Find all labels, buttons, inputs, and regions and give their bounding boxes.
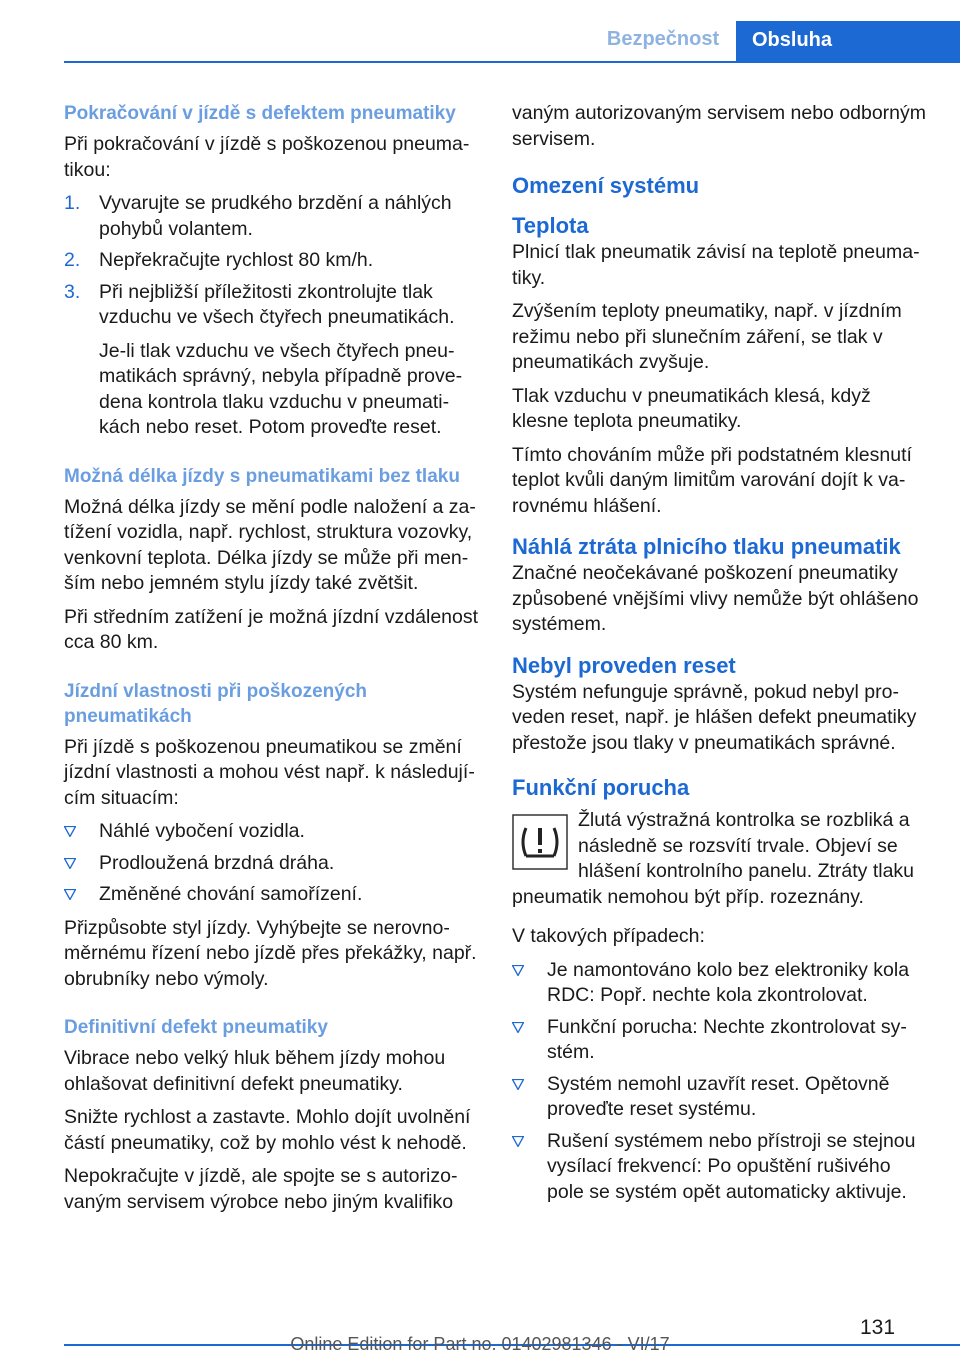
warning-block — [512, 808, 930, 910]
paragraph: Přizpůsobte styl jízdy. Vyhýbejte se nerovnoměrnému řízení nebo jízdě přes překážky, např. obrubníky nebo výmoly. — [64, 916, 477, 990]
paragraph: V takových případech: — [512, 925, 705, 947]
tab-bezpecnost[interactable]: Bezpečnost — [606, 28, 720, 50]
heading-pokracovani: Pokračování v jízdě s defektem pneumatiky — [64, 103, 456, 124]
list-item-text: Prodloužená brzdná dráha. — [99, 851, 335, 874]
paragraph: Zvýšením teploty pneumatiky, např. v jízdním režimu nebo při slunečním záření, se tlak v pneumatikách zvyšuje. — [512, 300, 902, 373]
paragraph: Při pokračování v jízdě s poškozenou pneumatikou: — [64, 133, 470, 181]
footer-edition: Online Edition for Part no. 01402981346 - VI/17 — [290, 1334, 670, 1354]
list-item-text: Nepřekračujte rychlost 80 km/h. — [99, 249, 374, 271]
tire-pressure-warning-icon — [512, 814, 568, 870]
paragraph: Vibrace nebo velký hluk během jízdy mohou ohlašovat definitivní defekt pneumatiky. — [64, 1047, 446, 1095]
list-item-text: Je namontováno kolo bez elektroniky kola RDC: Popř. nechte kola zkontrolovat. — [547, 958, 910, 1006]
list-item — [64, 851, 479, 877]
triangle-bullet-icon — [512, 1079, 524, 1090]
numbered-list — [64, 191, 479, 331]
triangle-bullet-icon — [64, 858, 76, 869]
list-item-text: Vyvarujte se prudkého brzdění a náhlých pohybů volantem. — [99, 192, 452, 240]
paragraph: Nepokračujte v jízdě, ale spojte se s autorizovaným servisem výrobce nebo jiným kvalifiko — [64, 1165, 458, 1213]
triangle-bullet-icon — [512, 1022, 524, 1033]
paragraph: Snižte rychlost a zastavte. Mohlo dojít uvolnění částí pneumatiky, což by mohlo vést k nehodě. — [64, 1106, 471, 1154]
list-item — [64, 280, 479, 331]
paragraph: Značné neočekávané poškození pneumatiky způsobené vnějšími vlivy nemůže být ohlášeno systémem. — [512, 562, 919, 635]
heading-porucha: Funkční porucha — [512, 775, 690, 800]
list-item — [512, 958, 930, 1009]
paragraph: vaným autorizovaným servisem nebo odborným servisem. — [512, 102, 927, 150]
heading-omezeni: Omezení systému — [512, 173, 700, 198]
list-item — [512, 1072, 930, 1123]
list-item — [64, 882, 479, 908]
triangle-bullet-icon — [512, 1136, 524, 1147]
heading-teplota: Teplota — [512, 213, 589, 238]
paragraph: Při středním zatížení je možná jízdní vzdálenost cca 80 km. — [64, 605, 479, 653]
paragraph: Plnicí tlak pneumatik závisí na teplotě pneumatiky. — [512, 241, 920, 289]
left-column — [64, 101, 479, 1223]
tab-obsluha[interactable]: Obsluha — [736, 21, 960, 62]
header-rule — [64, 61, 960, 63]
right-column — [512, 101, 930, 1213]
heading-delka: Možná délka jízdy s pneumatikami bez tlaku — [64, 465, 460, 487]
triangle-bullet-icon — [64, 826, 76, 837]
page-number: 131 — [860, 1316, 896, 1339]
list-item — [64, 248, 479, 274]
paragraph: Tlak vzduchu v pneumatikách klesá, když klesne teplota pneumatiky. — [512, 384, 871, 432]
list-item-text: Při nejbližší příležitosti zkontrolujte tlak vzduchu ve všech čtyřech pneumatikách. — [99, 280, 455, 328]
list-item-text: Změněné chování samořízení. — [99, 883, 363, 905]
bullet-list — [512, 958, 930, 1206]
page-header — [0, 0, 960, 62]
heading-reset: Nebyl proveden reset — [512, 652, 736, 678]
list-item — [512, 1129, 930, 1206]
list-item — [512, 1015, 930, 1066]
list-item-text: Náhlé vybočení vozidla. — [99, 820, 305, 842]
paragraph: Při jízdě s poškozenou pneumatikou se změní jízdní vlastnosti a mohou vést např. k následujícím situacím: — [64, 735, 475, 809]
list-item — [64, 819, 479, 845]
paragraph: Systém nefunguje správně, pokud nebyl proveden reset, např. je hlášen defekt pneumatiky přestože jsou tlaky v pneumatikách správné. — [512, 680, 917, 754]
heading-nahla: Náhlá ztráta plnicího tlaku pneumatik — [512, 534, 901, 559]
heading-vlastnosti: Jízdní vlastnosti při poškozených pneumatikách — [64, 680, 368, 727]
list-number: 2. — [64, 249, 81, 271]
list-item-text: Rušení systémem nebo přístroji se stejnou vysílací frekvencí: Po opuštění rušivého pole se systém opět automaticky aktivuje. — [547, 1129, 916, 1203]
list-sub-paragraph: Je-li tlak vzduchu ve všech čtyřech pneumatikách správný, nebyla případně provedena kontrola tlaku vzduchu v pneumatikách nebo reset. Potom proveďte reset. — [99, 339, 463, 438]
list-number: 1. — [64, 192, 81, 214]
bullet-list — [64, 819, 479, 908]
triangle-bullet-icon — [64, 889, 76, 900]
paragraph: Možná délka jízdy se mění podle naložení a zatížení vozidla, např. rychlost, struktura vozovky, venkovní teplota. Délka jízdy se může při menším nebo jemném stylu jízdy také zvětšit. — [64, 495, 476, 594]
list-item — [64, 191, 479, 242]
list-item-text: Funkční porucha: Nechte zkontrolovat systém. — [547, 1015, 907, 1063]
paragraph: Tímto chováním může při podstatném klesnutí teplot kvůli daným limitům varování dojít k varovnému hlášení. — [512, 443, 912, 517]
list-number: 3. — [64, 280, 81, 303]
heading-definitivni: Definitivní defekt pneumatiky — [64, 1017, 328, 1038]
list-item-text: Systém nemohl uzavřít reset. Opětovně proveďte reset systému. — [547, 1072, 890, 1120]
warning-text: Žlutá výstražná kontrolka se rozbliká a následně se rozsvítí trvale. Objeví se hlášení kontrolního panelu. Ztráty tlaku pneumatik nemohou být příp. rozeznány. — [512, 809, 915, 908]
triangle-bullet-icon — [512, 965, 524, 976]
